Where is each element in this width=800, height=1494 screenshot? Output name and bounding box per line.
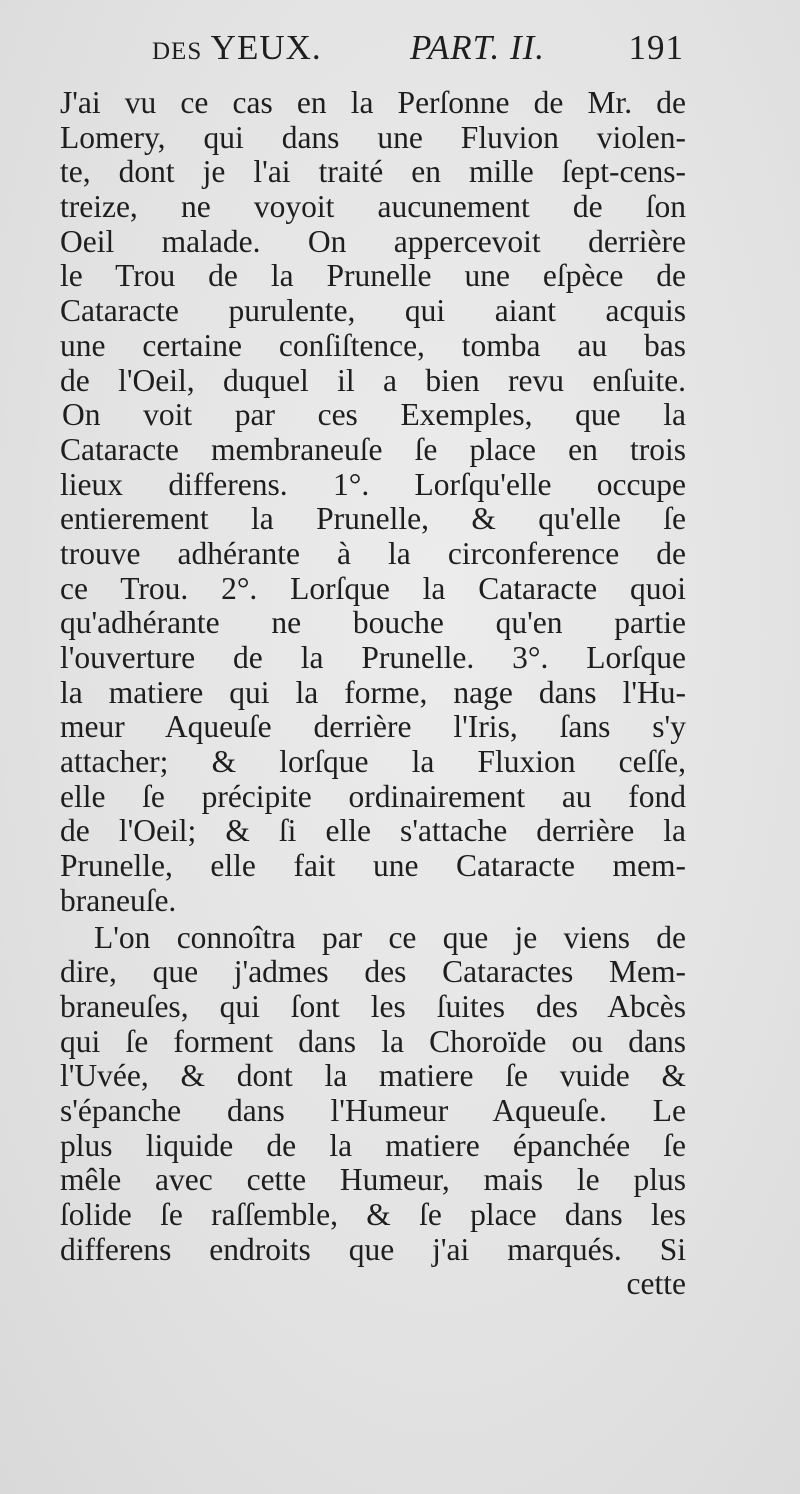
- text-line: differens endroits que j'ai marqués. Si: [60, 1231, 686, 1267]
- text-line: l'Uvée, & dont la matiere ſe vuide &: [60, 1058, 686, 1094]
- text-line: la matiere qui la forme, nage dans l'Hu-: [60, 674, 686, 710]
- text-line: qu'adhérante ne bouche qu'en partie: [60, 605, 686, 641]
- paragraph-3: [60, 921, 686, 1268]
- running-title: des YEUX.: [152, 28, 322, 67]
- page-number: 191: [628, 28, 684, 67]
- text-line: braneuſe.: [60, 882, 177, 918]
- text-line: entierement la Prunelle, & qu'elle ſe: [60, 501, 686, 537]
- text-line: de l'Oeil; & ſi elle s'attache derrière la: [60, 813, 686, 849]
- paragraph-2: [60, 398, 686, 918]
- text-line: elle ſe précipite ordinairement au fond: [60, 778, 686, 814]
- text-line: Oeil malade. On appercevoit derrière: [60, 223, 686, 259]
- text-line: l'ouverture de la Prunelle. 3°. Lorſque: [60, 640, 686, 675]
- text-line: braneuſes, qui ſont les ſuites des Abcès: [60, 988, 686, 1024]
- text-line: plus liquide de la matiere épanchée ſe: [60, 1127, 686, 1163]
- text-line: Cataracte membraneuſe ſe place en trois: [60, 431, 686, 467]
- text-line: le Trou de la Prunelle une eſpèce de: [60, 258, 686, 294]
- text-line: Prunelle, elle fait une Cataracte mem-: [60, 848, 686, 884]
- text-line: Lomery, qui dans une Fluvion violen-: [60, 119, 686, 155]
- text-line: lieux differens. 1°. Lorſqu'elle occupe: [60, 466, 686, 502]
- text-line: une certaine conſiſtence, tomba au bas: [60, 327, 686, 363]
- text-line: dire, que j'admes des Cataractes Mem-: [60, 954, 686, 990]
- text-line: s'épanche dans l'Humeur Aqueuſe. Le: [60, 1092, 686, 1128]
- text-line: qui ſe forment dans la Choroïde ou dans: [60, 1023, 686, 1059]
- catchword: cette: [626, 1266, 686, 1302]
- text-line: treize, ne voyoit aucunement de ſon: [60, 189, 686, 225]
- text-line: On voit par ces Exemples, que la: [62, 397, 686, 433]
- text-line: attacher; & lorſque la Fluxion ceſſe,: [60, 744, 686, 780]
- text-line: de l'Oeil, duquel il a bien revu enſuite.: [60, 362, 686, 398]
- paragraph-1: [60, 86, 686, 398]
- text-line: ſolide ſe raſſemble, & ſe place dans les: [60, 1197, 686, 1232]
- running-header: [152, 28, 684, 72]
- body-text: [60, 86, 686, 1302]
- text-line: J'ai vu ce cas en la Perſonne de Mr. de: [60, 85, 686, 120]
- part-label: PART. II.: [410, 28, 546, 67]
- text-line: Cataracte purulente, qui aiant acquis: [60, 293, 686, 329]
- text-line: trouve adhérante à la circonference de: [60, 535, 686, 571]
- text-line: meur Aqueuſe derrière l'Iris, ſans s'y: [60, 709, 686, 745]
- text-line: ce Trou. 2°. Lorſque la Cataracte quoi: [60, 570, 686, 606]
- text-line: L'on connoîtra par ce que je viens de: [94, 919, 686, 955]
- text-line: mêle avec cette Humeur, mais le plus: [60, 1162, 686, 1198]
- text-line: te, dont je l'ai traité en mille ſept-cens-: [60, 154, 686, 190]
